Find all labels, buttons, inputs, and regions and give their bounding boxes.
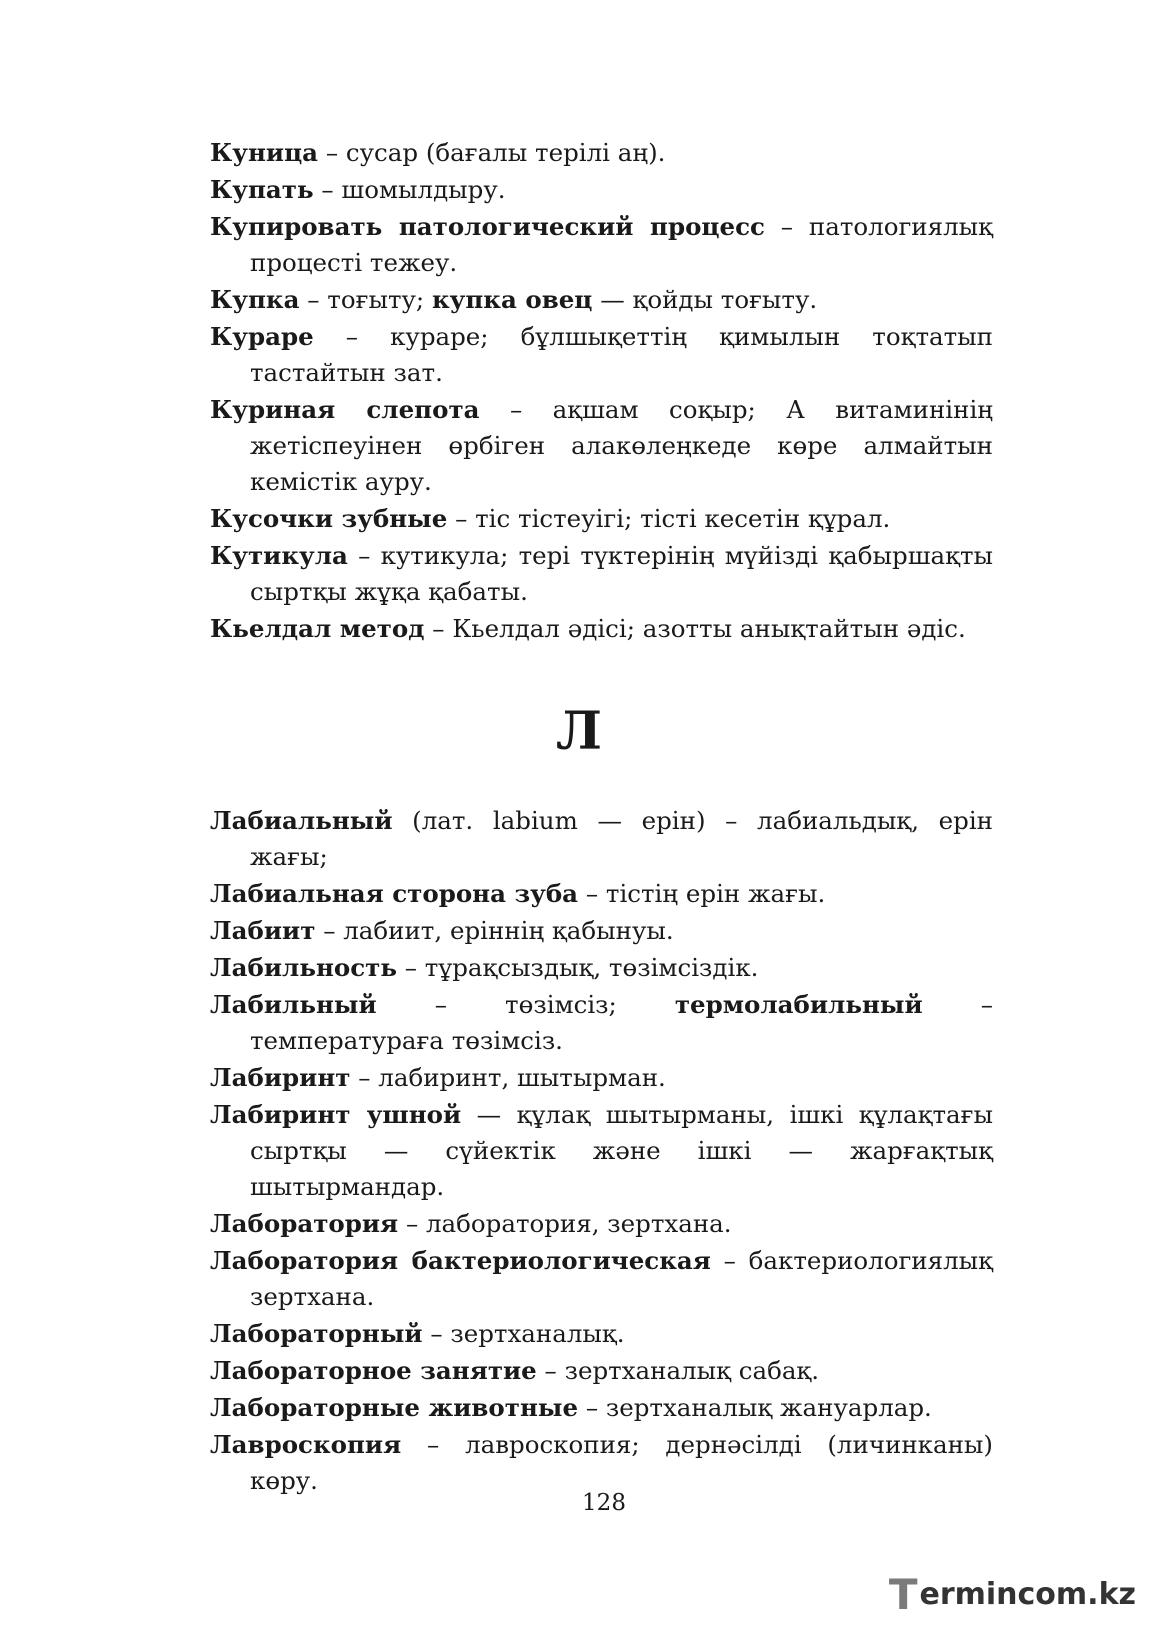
dictionary-entry — [210, 1243, 993, 1315]
entry-term: Лаборатория — [210, 1209, 399, 1238]
dictionary-entry — [210, 392, 993, 500]
entry-definition: – тоғыту; — [299, 285, 432, 314]
entry-definition: – лабиринт, шытырман. — [350, 1063, 666, 1092]
entry-definition: – патологиялық процесті тежеу. — [250, 212, 993, 277]
watermark-text: ermincom.kz — [919, 1577, 1136, 1612]
entries-k — [210, 135, 993, 648]
dictionary-entry — [210, 913, 993, 949]
entry-definition: — қойды тоғыту. — [592, 285, 818, 314]
entry-term: Лабильный — [210, 990, 377, 1019]
logo-t-icon: T — [888, 1570, 918, 1619]
entry-definition: – кутикула; тері түктерінің мүйізді қабыршақты сыртқы жұқа қабаты. — [250, 541, 993, 606]
page-number: 128 — [582, 1490, 626, 1516]
entry-term: Кутикула — [210, 541, 348, 570]
entry-definition: (лат. labium — ерін) – лабиальдық, ерін жағы; — [250, 806, 993, 871]
dictionary-entry — [210, 1097, 993, 1205]
dictionary-entry — [210, 876, 993, 912]
entry-term: Лаборатория бактериологическая — [210, 1246, 711, 1275]
dictionary-entry — [210, 135, 993, 171]
dictionary-entry — [210, 282, 993, 318]
dictionary-entry — [210, 1390, 993, 1426]
entry-term: Лабораторный — [210, 1319, 423, 1348]
dictionary-entry — [210, 611, 993, 647]
entry-term: Куриная слепота — [210, 395, 480, 424]
entry-definition: – тістің ерін жағы. — [578, 879, 826, 908]
entry-term: Купать — [210, 175, 314, 204]
dictionary-entry — [210, 501, 993, 537]
dictionary-entry — [210, 538, 993, 610]
entry-definition: – төзімсіз; — [376, 990, 675, 1019]
entry-definition: — құлақ шытырманы, ішкі құлақтағы сыртқы — сүйектік және ішкі — жарғақтық шытырмандар. — [250, 1100, 993, 1201]
section-letter: Л — [556, 701, 602, 762]
entry-term: Купировать патологический процесс — [210, 212, 765, 241]
dictionary-entry — [210, 987, 993, 1059]
entry-definition: – тұрақсыздық, төзімсіздік. — [396, 953, 759, 982]
entry-term: Лавроскопия — [210, 1430, 402, 1459]
dictionary-entry — [210, 1316, 993, 1352]
entries-l — [210, 803, 993, 1500]
watermark-logo — [889, 1570, 1136, 1619]
entry-definition: – зертханалық сабақ. — [536, 1356, 820, 1385]
entry-definition: – зертханалық. — [422, 1319, 625, 1348]
dictionary-entry — [210, 1206, 993, 1242]
entry-term: Лабиит — [210, 916, 316, 945]
entry-definition: – сусар (бағалы терілі аң). — [318, 138, 666, 167]
dictionary-entry — [210, 803, 993, 875]
entry-term: термолабильный — [674, 990, 923, 1019]
entry-definition: – Кьелдал әдісі; азотты анықтайтын әдіс. — [424, 614, 966, 643]
entry-definition: – ақшам соқыр; А витаминінің жетіспеуінен өрбіген алакөлеңкеде көре алмайтын кемістік ауру. — [250, 395, 993, 496]
entry-definition: – шомылдыру. — [313, 175, 506, 204]
entry-term: Лабиринт — [210, 1063, 351, 1092]
dictionary-entry — [210, 319, 993, 391]
entry-term: Лабораторное занятие — [210, 1356, 537, 1385]
entry-definition: – лавроскопия; дернәсілді (личинканы) көру. — [250, 1430, 993, 1495]
entry-term: Кураре — [210, 322, 314, 351]
entry-definition: – лаборатория, зертхана. — [398, 1209, 732, 1238]
entry-term: Кьелдал метод — [210, 614, 425, 643]
entry-term: Лабиальный — [210, 806, 393, 835]
entry-term: Лабиринт ушной — [210, 1100, 462, 1129]
entry-term: Лабильность — [210, 953, 397, 982]
entry-definition: – бактериологиялық зертхана. — [250, 1246, 993, 1311]
entry-definition: – лабиит, еріннің қабынуы. — [315, 916, 674, 945]
entry-term: купка овец — [431, 285, 593, 314]
entry-term: Куница — [210, 138, 319, 167]
entry-definition: – кураре; бұлшықеттің қимылын тоқтатып тастайтын зат. — [250, 322, 993, 387]
entry-definition: – температураға төзімсіз. — [250, 990, 993, 1055]
dictionary-entry — [210, 1060, 993, 1096]
dictionary-entry — [210, 1353, 993, 1389]
entry-term: Лабораторные животные — [210, 1393, 579, 1422]
entry-definition: – зертханалық жануарлар. — [578, 1393, 932, 1422]
dictionary-entry — [210, 209, 993, 281]
entry-definition: – тіс тістеуігі; тісті кесетін құрал. — [447, 504, 891, 533]
dictionary-entry — [210, 1427, 993, 1499]
entry-term: Лабиальная сторона зуба — [210, 879, 579, 908]
dictionary-entry — [210, 172, 993, 208]
entry-term: Кусочки зубные — [210, 504, 448, 533]
entry-term: Купка — [210, 285, 300, 314]
dictionary-entry — [210, 950, 993, 986]
